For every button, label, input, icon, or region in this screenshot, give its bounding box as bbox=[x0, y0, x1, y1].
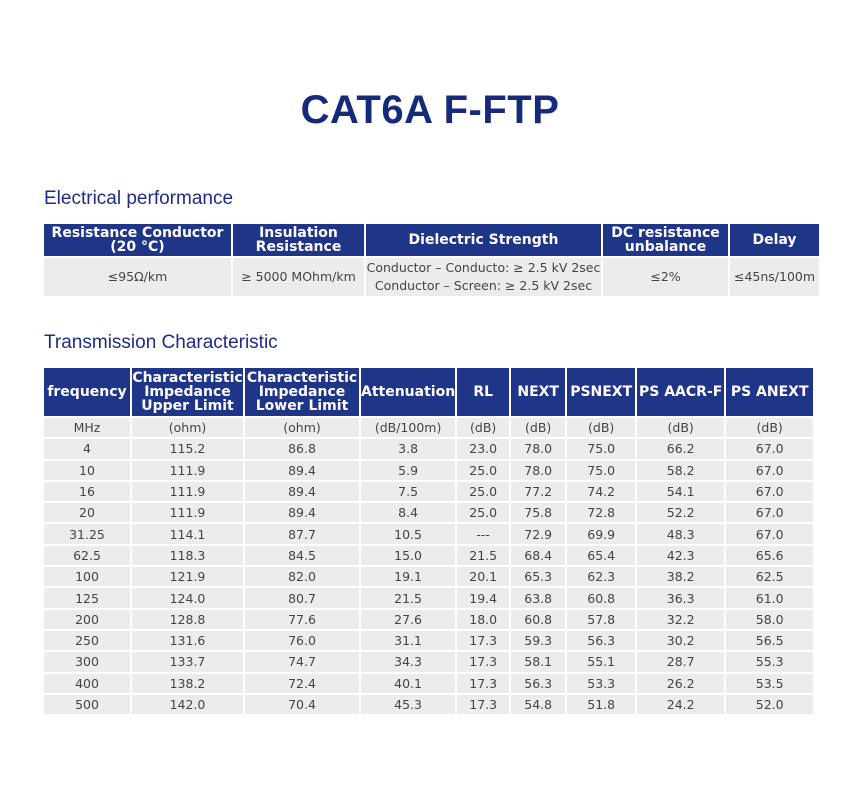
header-next: NEXT bbox=[511, 368, 565, 416]
cell-frequency: 31.25 bbox=[44, 524, 130, 543]
cell-frequency: 125 bbox=[44, 588, 130, 607]
cell-impedance-lower: 89.4 bbox=[245, 482, 359, 501]
cell-ps-aacr-f: 32.2 bbox=[637, 610, 724, 629]
cell-impedance-upper: 115.2 bbox=[132, 439, 243, 458]
cell-attenuation: 45.3 bbox=[361, 695, 455, 714]
cell-next: 60.8 bbox=[511, 610, 565, 629]
header-impedance-upper: Characteristic Impedance Upper Limit bbox=[132, 370, 243, 414]
cell-next: 56.3 bbox=[511, 674, 565, 693]
unit-next: (dB) bbox=[511, 418, 565, 437]
cell-impedance-upper: 131.6 bbox=[132, 631, 243, 650]
electrical-header-row bbox=[44, 224, 819, 256]
unit-impedance-upper: (ohm) bbox=[132, 418, 243, 437]
cell-impedance-lower: 87.7 bbox=[245, 524, 359, 543]
cell-impedance-upper: 138.2 bbox=[132, 674, 243, 693]
cell-attenuation: 34.3 bbox=[361, 652, 455, 671]
cell-next: 58.1 bbox=[511, 652, 565, 671]
cell-ps-anext: 67.0 bbox=[726, 482, 813, 501]
table-row bbox=[44, 546, 813, 565]
cell-rl: 18.0 bbox=[457, 610, 509, 629]
cell-attenuation: 15.0 bbox=[361, 546, 455, 565]
cell-rl: 25.0 bbox=[457, 482, 509, 501]
cell-ps-aacr-f: 38.2 bbox=[637, 567, 724, 586]
cell-frequency: 4 bbox=[44, 439, 130, 458]
cell-impedance-upper: 142.0 bbox=[132, 695, 243, 714]
cell-ps-aacr-f: 26.2 bbox=[637, 674, 724, 693]
cell-psnext: 75.0 bbox=[567, 439, 635, 458]
table-row bbox=[44, 610, 813, 629]
unit-ps-anext: (dB) bbox=[726, 418, 813, 437]
cell-ps-aacr-f: 42.3 bbox=[637, 546, 724, 565]
cell-attenuation: 21.5 bbox=[361, 588, 455, 607]
cell-impedance-upper: 111.9 bbox=[132, 461, 243, 480]
cell-impedance-lower: 72.4 bbox=[245, 674, 359, 693]
cell-next: 78.0 bbox=[511, 461, 565, 480]
value-dc-unbalance: ≤2% bbox=[603, 258, 728, 296]
cell-impedance-lower: 77.6 bbox=[245, 610, 359, 629]
header-dc-resistance-unbalance: DC resistance unbalance bbox=[603, 224, 728, 256]
cell-ps-anext: 52.0 bbox=[726, 695, 813, 714]
cell-attenuation: 31.1 bbox=[361, 631, 455, 650]
electrical-table bbox=[42, 222, 821, 298]
cell-ps-aacr-f: 28.7 bbox=[637, 652, 724, 671]
cell-attenuation: 8.4 bbox=[361, 503, 455, 522]
cell-impedance-lower: 82.0 bbox=[245, 567, 359, 586]
header-insulation-resistance: Insulation Resistance bbox=[233, 224, 364, 256]
cell-psnext: 60.8 bbox=[567, 588, 635, 607]
cell-rl: 19.4 bbox=[457, 588, 509, 607]
cell-attenuation: 19.1 bbox=[361, 567, 455, 586]
cell-next: 68.4 bbox=[511, 546, 565, 565]
unit-attenuation: (dB/100m) bbox=[361, 418, 455, 437]
value-insulation: ≥ 5000 MOhm/km bbox=[233, 258, 364, 296]
cell-attenuation: 27.6 bbox=[361, 610, 455, 629]
unit-frequency: MHz bbox=[44, 418, 130, 437]
cell-frequency: 200 bbox=[44, 610, 130, 629]
cell-ps-aacr-f: 24.2 bbox=[637, 695, 724, 714]
cell-psnext: 72.8 bbox=[567, 503, 635, 522]
cell-frequency: 250 bbox=[44, 631, 130, 650]
cell-impedance-lower: 70.4 bbox=[245, 695, 359, 714]
cell-ps-aacr-f: 66.2 bbox=[637, 439, 724, 458]
cell-psnext: 69.9 bbox=[567, 524, 635, 543]
cell-ps-aacr-f: 30.2 bbox=[637, 631, 724, 650]
table-row bbox=[44, 695, 813, 714]
cell-rl: 17.3 bbox=[457, 674, 509, 693]
cell-rl: 25.0 bbox=[457, 503, 509, 522]
cell-attenuation: 10.5 bbox=[361, 524, 455, 543]
cell-frequency: 300 bbox=[44, 652, 130, 671]
cell-next: 63.8 bbox=[511, 588, 565, 607]
table-row bbox=[44, 652, 813, 671]
cell-ps-anext: 67.0 bbox=[726, 503, 813, 522]
unit-rl: (dB) bbox=[457, 418, 509, 437]
cell-ps-aacr-f: 48.3 bbox=[637, 524, 724, 543]
cell-ps-anext: 62.5 bbox=[726, 567, 813, 586]
cell-frequency: 16 bbox=[44, 482, 130, 501]
cell-rl: --- bbox=[457, 524, 509, 543]
cell-frequency: 400 bbox=[44, 674, 130, 693]
cell-impedance-upper: 121.9 bbox=[132, 567, 243, 586]
cell-psnext: 53.3 bbox=[567, 674, 635, 693]
cell-rl: 17.3 bbox=[457, 652, 509, 671]
table-row bbox=[44, 524, 813, 543]
electrical-value-row bbox=[44, 258, 819, 296]
table-row bbox=[44, 674, 813, 693]
cell-ps-anext: 67.0 bbox=[726, 461, 813, 480]
table-row bbox=[44, 503, 813, 522]
table-row bbox=[44, 439, 813, 458]
cell-impedance-upper: 118.3 bbox=[132, 546, 243, 565]
cell-next: 65.3 bbox=[511, 567, 565, 586]
header-dielectric-strength: Dielectric Strength bbox=[366, 224, 601, 256]
cell-psnext: 65.4 bbox=[567, 546, 635, 565]
cell-frequency: 10 bbox=[44, 461, 130, 480]
cell-frequency: 500 bbox=[44, 695, 130, 714]
header-frequency: frequency bbox=[44, 368, 130, 416]
cell-impedance-lower: 84.5 bbox=[245, 546, 359, 565]
cell-rl: 25.0 bbox=[457, 461, 509, 480]
cell-ps-aacr-f: 36.3 bbox=[637, 588, 724, 607]
page-title: CAT6A F-FTP bbox=[300, 88, 560, 132]
cell-ps-anext: 55.3 bbox=[726, 652, 813, 671]
cell-next: 59.3 bbox=[511, 631, 565, 650]
cell-ps-anext: 67.0 bbox=[726, 524, 813, 543]
cell-impedance-lower: 74.7 bbox=[245, 652, 359, 671]
cell-next: 75.8 bbox=[511, 503, 565, 522]
transmission-heading: Transmission Characteristic bbox=[44, 332, 278, 353]
header-ps-anext: PS ANEXT bbox=[726, 368, 813, 416]
cell-frequency: 62.5 bbox=[44, 546, 130, 565]
cell-ps-anext: 56.5 bbox=[726, 631, 813, 650]
table-row bbox=[44, 482, 813, 501]
unit-ps-aacr-f: (dB) bbox=[637, 418, 724, 437]
transmission-table bbox=[42, 366, 815, 716]
cell-psnext: 51.8 bbox=[567, 695, 635, 714]
cell-impedance-lower: 80.7 bbox=[245, 588, 359, 607]
value-dielectric: Conductor – Conducto: ≥ 2.5 kV 2sec Conductor – Screen: ≥ 2.5 kV 2sec bbox=[366, 258, 601, 296]
cell-attenuation: 5.9 bbox=[361, 461, 455, 480]
cell-next: 54.8 bbox=[511, 695, 565, 714]
table-row bbox=[44, 461, 813, 480]
cell-psnext: 75.0 bbox=[567, 461, 635, 480]
cell-impedance-upper: 133.7 bbox=[132, 652, 243, 671]
header-ps-aacr-f: PS AACR-F bbox=[637, 368, 724, 416]
value-delay: ≤45ns/100m bbox=[730, 258, 819, 296]
cell-impedance-lower: 86.8 bbox=[245, 439, 359, 458]
cell-ps-aacr-f: 58.2 bbox=[637, 461, 724, 480]
cell-ps-aacr-f: 54.1 bbox=[637, 482, 724, 501]
cell-next: 77.2 bbox=[511, 482, 565, 501]
cell-attenuation: 7.5 bbox=[361, 482, 455, 501]
cell-next: 78.0 bbox=[511, 439, 565, 458]
cell-ps-anext: 58.0 bbox=[726, 610, 813, 629]
header-resistance-conductor: Resistance Conductor (20 °C) bbox=[44, 224, 231, 256]
cell-ps-aacr-f: 52.2 bbox=[637, 503, 724, 522]
cell-attenuation: 40.1 bbox=[361, 674, 455, 693]
transmission-body bbox=[44, 418, 813, 714]
cell-impedance-lower: 89.4 bbox=[245, 461, 359, 480]
cell-psnext: 56.3 bbox=[567, 631, 635, 650]
cell-impedance-lower: 76.0 bbox=[245, 631, 359, 650]
cell-impedance-lower: 89.4 bbox=[245, 503, 359, 522]
cell-rl: 20.1 bbox=[457, 567, 509, 586]
table-row bbox=[44, 631, 813, 650]
cell-impedance-upper: 114.1 bbox=[132, 524, 243, 543]
cell-attenuation: 3.8 bbox=[361, 439, 455, 458]
value-resistance: ≤95Ω/km bbox=[44, 258, 231, 296]
cell-next: 72.9 bbox=[511, 524, 565, 543]
cell-psnext: 62.3 bbox=[567, 567, 635, 586]
table-row bbox=[44, 588, 813, 607]
unit-impedance-lower: (ohm) bbox=[245, 418, 359, 437]
table-row bbox=[44, 567, 813, 586]
cell-psnext: 57.8 bbox=[567, 610, 635, 629]
cell-psnext: 55.1 bbox=[567, 652, 635, 671]
units-row bbox=[44, 418, 813, 437]
cell-impedance-upper: 128.8 bbox=[132, 610, 243, 629]
electrical-heading: Electrical performance bbox=[44, 188, 234, 209]
cell-rl: 23.0 bbox=[457, 439, 509, 458]
cell-frequency: 20 bbox=[44, 503, 130, 522]
cell-impedance-upper: 124.0 bbox=[132, 588, 243, 607]
header-rl: RL bbox=[457, 368, 509, 416]
cell-ps-anext: 61.0 bbox=[726, 588, 813, 607]
header-attenuation: Attenuation bbox=[361, 368, 455, 416]
unit-psnext: (dB) bbox=[567, 418, 635, 437]
cell-ps-anext: 65.6 bbox=[726, 546, 813, 565]
header-impedance-lower: Characteristic Impedance Lower Limit bbox=[246, 370, 358, 414]
cell-rl: 21.5 bbox=[457, 546, 509, 565]
cell-rl: 17.3 bbox=[457, 695, 509, 714]
header-psnext: PSNEXT bbox=[567, 368, 635, 416]
header-delay: Delay bbox=[730, 224, 819, 256]
cell-impedance-upper: 111.9 bbox=[132, 482, 243, 501]
cell-impedance-upper: 111.9 bbox=[132, 503, 243, 522]
transmission-header-row bbox=[44, 368, 813, 416]
cell-psnext: 74.2 bbox=[567, 482, 635, 501]
cell-rl: 17.3 bbox=[457, 631, 509, 650]
cell-ps-anext: 53.5 bbox=[726, 674, 813, 693]
cell-ps-anext: 67.0 bbox=[726, 439, 813, 458]
cell-frequency: 100 bbox=[44, 567, 130, 586]
